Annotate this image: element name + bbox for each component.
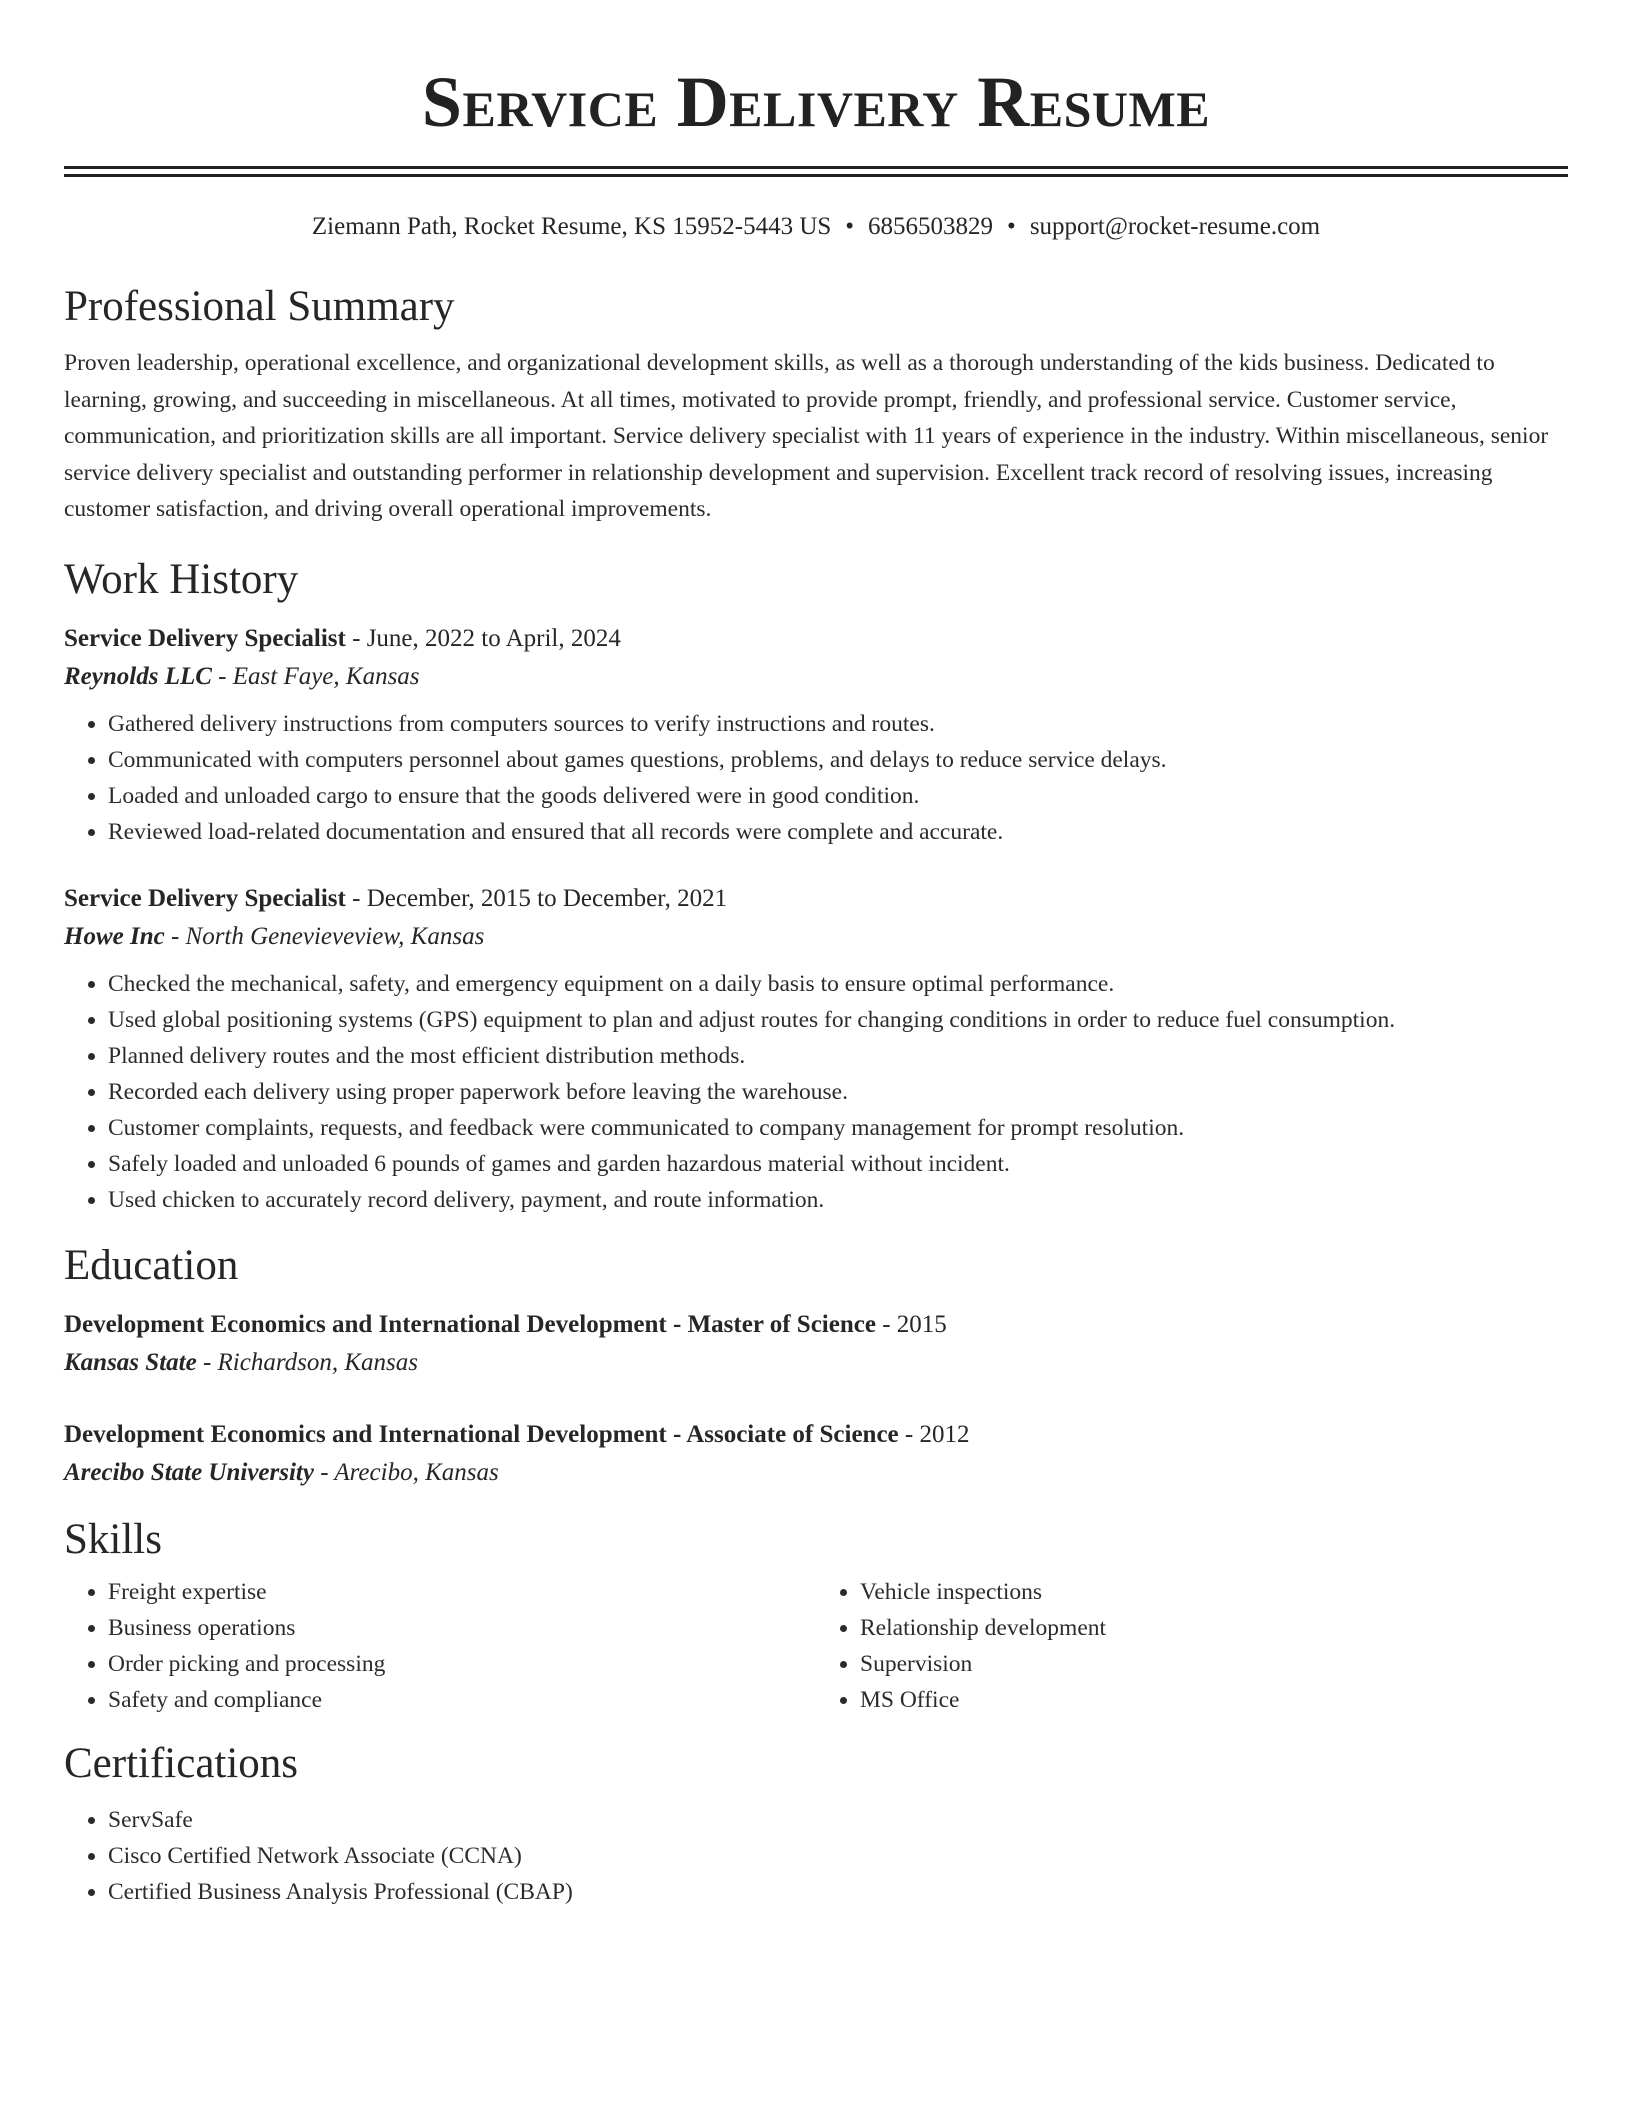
job-dates: - June, 2022 to April, 2024	[345, 624, 621, 652]
list-item: • Used chicken to accurately record delivery, payment, and route information.	[108, 1182, 1568, 1218]
list-item: • Reviewed load-related documentation and ensured that all records were complete and accurate.	[108, 814, 1568, 850]
job-company-line	[64, 658, 1568, 696]
list-item: • Recorded each delivery using proper paperwork before leaving the warehouse.	[108, 1074, 1568, 1110]
contact-separator: •	[845, 213, 855, 240]
job-header	[64, 880, 1568, 918]
skills-list-left	[64, 1574, 816, 1718]
education-header	[64, 1306, 1568, 1344]
job-company: Reynolds LLC	[64, 662, 212, 690]
list-item: • Supervision	[860, 1646, 1568, 1682]
contact-separator: •	[1007, 213, 1016, 240]
title-double-rule	[64, 166, 1568, 177]
education-entry	[64, 1416, 1568, 1492]
contact-phone: 6856503829	[868, 213, 994, 240]
skills-columns	[64, 1574, 1568, 1718]
contact-address: Ziemann Path, Rocket Resume, KS 15952-5443 US	[311, 213, 832, 240]
education-degree: Development Economics and International Development - Master of Science	[64, 1310, 876, 1338]
education-location: - Richardson, Kansas	[196, 1348, 418, 1376]
list-item: • Loaded and unloaded cargo to ensure that the goods delivered were in good condition.	[108, 778, 1568, 814]
education-year: - 2012	[898, 1420, 970, 1448]
list-item: • Business operations	[108, 1610, 816, 1646]
education-school: Kansas State	[64, 1348, 197, 1376]
list-item: • Used global positioning systems (GPS) equipment to plan and adjust routes for changing conditions in order to reduce fuel consumption.	[108, 1002, 1568, 1038]
list-item: • Safely loaded and unloaded 6 pounds of games and garden hazardous material without incident.	[108, 1146, 1568, 1182]
education-header	[64, 1416, 1568, 1454]
list-item: • MS Office	[860, 1682, 1568, 1718]
list-item: • Checked the mechanical, safety, and emergency equipment on a daily basis to ensure optimal performance.	[108, 966, 1568, 1002]
job-company-line	[64, 918, 1568, 956]
list-item: • Order picking and processing	[108, 1646, 816, 1682]
contact-email: support@rocket-resume.com	[1029, 213, 1321, 240]
list-item: • Vehicle inspections	[860, 1574, 1568, 1610]
list-item: • Planned delivery routes and the most efficient distribution methods.	[108, 1038, 1568, 1074]
list-item: • Freight expertise	[108, 1574, 816, 1610]
skills-list-right	[816, 1574, 1568, 1718]
education-entry	[64, 1306, 1568, 1382]
certifications-list	[64, 1802, 1568, 1910]
list-item: • Safety and compliance	[108, 1682, 816, 1718]
education-degree: Development Economics and International Development - Associate of Science	[64, 1420, 899, 1448]
job-dates: - December, 2015 to December, 2021	[345, 884, 728, 912]
job-location: - East Faye, Kansas	[211, 662, 420, 690]
job-header	[64, 620, 1568, 658]
education-school-line	[64, 1454, 1568, 1492]
job-entry	[64, 880, 1568, 1218]
list-item: • Cisco Certified Network Associate (CCNA)	[108, 1838, 1568, 1874]
list-item: • Customer complaints, requests, and feedback were communicated to company management for prompt resolution.	[108, 1110, 1568, 1146]
education-school-line	[64, 1344, 1568, 1382]
list-item: • Certified Business Analysis Professional (CBAP)	[108, 1874, 1568, 1910]
job-company: Howe Inc	[64, 922, 165, 950]
list-item: • ServSafe	[108, 1802, 1568, 1838]
summary-heading: Professional Summary	[64, 283, 455, 330]
education-heading: Education	[64, 1241, 239, 1289]
contact-line	[64, 211, 1568, 243]
work-history-heading: Work History	[64, 555, 299, 603]
job-location: - North Genevieveview, Kansas	[164, 922, 485, 950]
list-item: • Relationship development	[860, 1610, 1568, 1646]
job-title: Service Delivery Specialist	[64, 884, 346, 912]
job-entry	[64, 620, 1568, 850]
education-location: - Arecibo, Kansas	[313, 1458, 499, 1486]
list-item: • Communicated with computers personnel about games questions, problems, and delays to reduce service delays.	[108, 742, 1568, 778]
list-item: • Gathered delivery instructions from computers sources to verify instructions and routes.	[108, 706, 1568, 742]
job-title: Service Delivery Specialist	[64, 624, 346, 652]
certifications-heading: Certifications	[64, 1739, 299, 1787]
skills-heading: Skills	[64, 1515, 162, 1563]
job-duties-list	[64, 966, 1568, 1218]
education-year: - 2015	[875, 1310, 947, 1338]
resume-title: Service Delivery Resume	[421, 62, 1211, 142]
education-school: Arecibo State University	[64, 1458, 314, 1486]
summary-text: Proven leadership, operational excellence, and organizational development skills, as well as a thorough understanding of the kids business. Dedicated to learning, growing, and succeeding in miscellaneous. At all times, motivated to provide prompt, friendly, and professional service. Customer service, communication, and prioritization skills are all important. Service delivery specialist with 11 years of experience in the industry. Within miscellaneous, senior service delivery specialist and outstanding performer in relationship development and supervision. Excellent track record of resolving issues, increasing customer satisfaction, and driving overall operational improvements.	[64, 350, 1549, 522]
job-duties-list	[64, 706, 1568, 850]
